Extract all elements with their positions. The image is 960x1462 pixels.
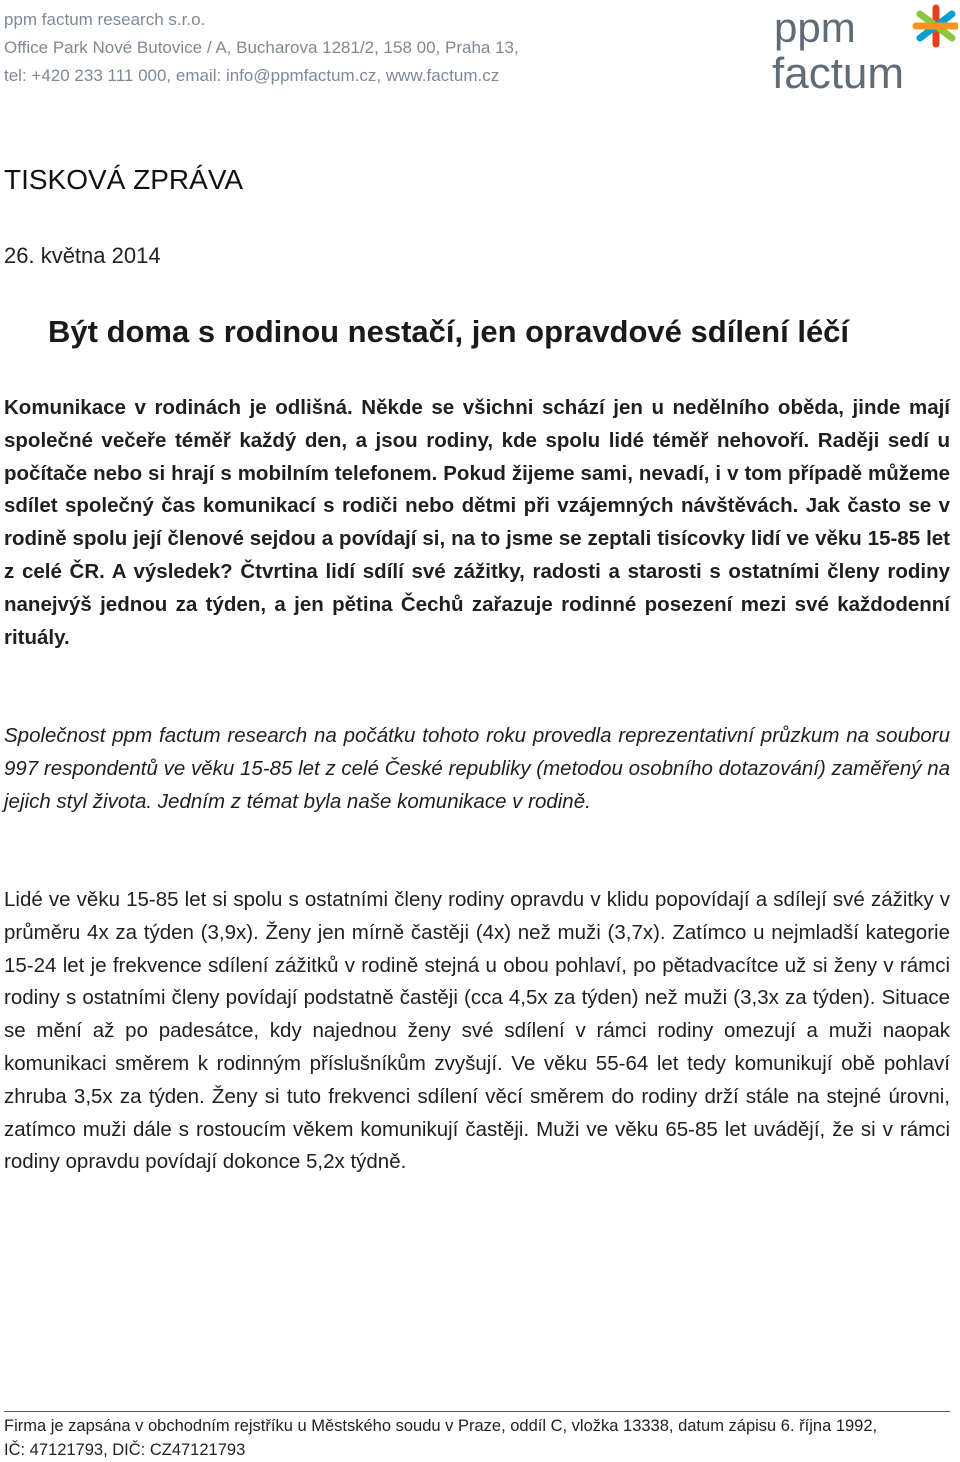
company-name: ppm factum research s.r.o. (4, 10, 206, 29)
footer-ids: IČ: 47121793, DIČ: CZ47121793 (4, 1441, 246, 1459)
methodology-paragraph: Společnost ppm factum research na počátku tohoto roku provedla reprezentativní průzkum na souboru 997 respondentů ve věku 15-85 let z celé České republiky (metodou osobního dotazování) zaměřený na jejich styl života. Jedním z témat byla naše komunikace v rodině. (4, 724, 950, 813)
logo-star-icon (916, 8, 956, 44)
footer (4, 1414, 950, 1462)
lead-paragraph: Komunikace v rodinách je odlišná. Někde se všichni schází jen u nedělního oběda, jinde mají společné večeře téměř každý den, a jsou rodiny, kde spolu lidé téměř nehovoří. Raději sedí u počítače nebo si hrají s mobilním telefonem. Pokud žijeme sami, nevadí, i v tom případě můžeme sdílet společný čas komunikací s rodiči nebo dětmi při vzájemných návštěvách. Jak často se v rodině spolu její členové sejdou a povídají si, na to jsme se zeptali tisícovky lidí ve věku 15-85 let z celé ČR. A výsledek? Čtvrtina lidí sdílí své zážitky, radosti a starosti s ostatními členy rodiny nanejvýš jednou za týden, a jen pětina Čechů zařazuje rodinné posezení mezi své každodenní rituály. (4, 396, 950, 649)
findings-paragraph: Lidé ve věku 15-85 let si spolu s ostatními členy rodiny opravdu v klidu popovídají a sdílejí své zážitky v průměru 4x za týden (3,9x). Ženy jen mírně častěji (4x) než muži (3,7x). Zatímco u nejmladší kategorie 15-24 let je frekvence sdílení zážitků v rodině stejná u obou pohlaví, po pětadvacítce už si ženy v rámci rodiny s ostatními členy povídají podstatně častěji (cca 4,5x za týden) než muži (3,3x za týden). Situace se mění až po padesátce, kdy najednou ženy své sdílení v rámci rodiny omezují a muži naopak komunikaci směrem k rodinným příslušníkům zvyšují. Ve věku 55-64 let tedy komunikují obě pohlaví zhruba 3,5x za týden. Ženy si tuto frekvenci sdílení věcí směrem do rodiny drží stále na stejné úrovni, zatímco muži dále s rostoucím věkem komunikují častěji. Muži ve věku 65-85 let uvádějí, že si v rámci rodiny opravdu povídají dokonce 5,2x týdně. (4, 888, 950, 1174)
footer-registration: Firma je zapsána v obchodním rejstříku u Městského soudu v Praze, oddíl C, vložka 13338, datum zápisu 6. října 1992, (4, 1417, 878, 1435)
logo-text-ppm: ppm (774, 4, 856, 51)
footer-divider (4, 1411, 950, 1412)
document-type: TISKOVÁ ZPRÁVA (4, 164, 244, 195)
ppm-factum-logo (768, 0, 958, 96)
document-date: 26. května 2014 (4, 243, 161, 268)
logo-text-factum: factum (772, 49, 905, 96)
company-address: Office Park Nové Butovice / A, Bucharova 1281/2, 158 00, Praha 13, (4, 38, 519, 57)
company-contact: tel: +420 233 111 000, email: info@ppmfactum.cz, www.factum.cz (4, 66, 500, 85)
company-header (4, 6, 744, 90)
headline: Být doma s rodinou nestačí, jen opravdové sdílení léčí (48, 314, 850, 349)
